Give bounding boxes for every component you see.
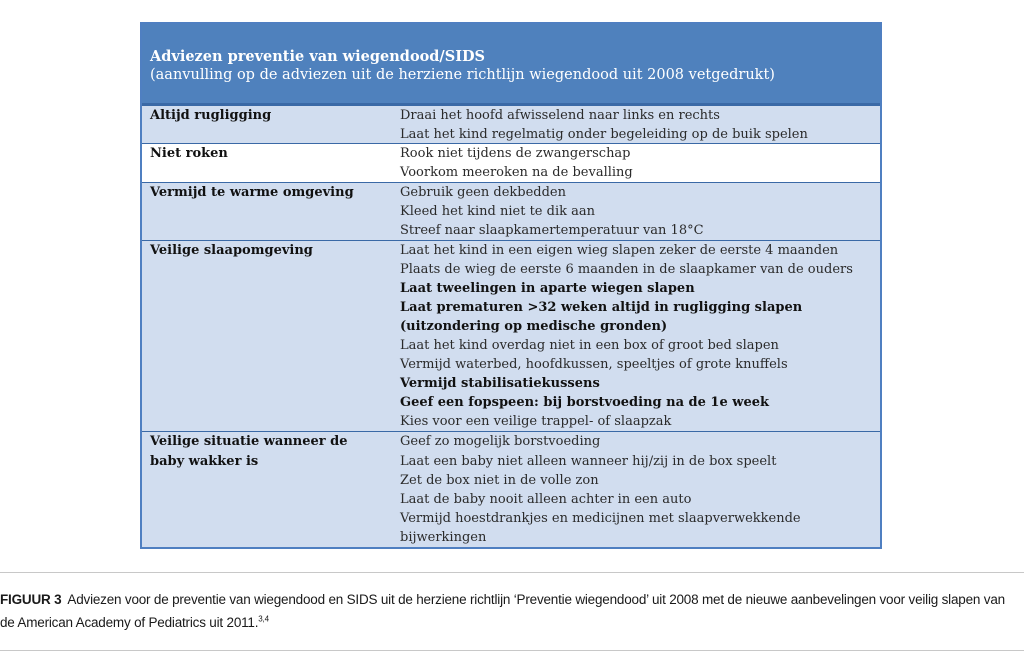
table-row [142, 240, 880, 432]
row-category: Altijd rugligging [150, 107, 272, 123]
row-item: Geef een fopspeen: bij borstvoeding na de 1e week [400, 395, 770, 411]
row-item: Vermijd stabilisatiekussens [400, 376, 600, 392]
caption-label: FIGUUR 3 [0, 592, 62, 607]
row-category: Niet roken [150, 145, 228, 161]
row-items [392, 241, 880, 432]
table-row [142, 105, 880, 143]
table-row [142, 182, 880, 240]
caption-refs: 3,4 [258, 614, 269, 624]
row-category: Vermijd te warme omgeving [150, 184, 354, 200]
table-row [142, 431, 880, 547]
row-item: Zet de box niet in de volle zon [400, 472, 599, 488]
row-category: Veilige situatie wanneer de baby wakker is [150, 434, 348, 469]
row-item: Gebruik geen dekbedden [400, 184, 566, 200]
table-title: Adviezen preventie van wiegendood/SIDS [150, 48, 486, 65]
table-row [142, 143, 880, 182]
row-item: Plaats de wieg de eerste 6 maanden in de slaapkamer van de ouders [400, 261, 853, 277]
row-item: Laat tweelingen in aparte wiegen slapen [400, 280, 695, 296]
row-item: Laat de baby nooit alleen achter in een auto [400, 491, 692, 507]
figure-caption [0, 588, 1015, 634]
row-items [392, 183, 880, 240]
caption-text: Adviezen voor de preventie van wiegendood en SIDS uit de herziene richtlijn ‘Preventie wiegendood’ uit 2008 met de nieuwe aanbevelingen voor veilig slapen van de American Academy of Pediatrics uit 2011. [0, 592, 1005, 630]
row-items [392, 106, 880, 143]
row-item: Kies voor een veilige trappel- of slaapzak [400, 414, 672, 430]
row-item: Geef zo mogelijk borstvoeding [400, 434, 601, 450]
advice-table [140, 22, 882, 549]
table-subtitle: (aanvulling op de adviezen uit de herziene richtlijn wiegendood uit 2008 vetgedrukt) [150, 67, 775, 83]
row-item: Laat het kind in een eigen wieg slapen zeker de eerste 4 maanden [400, 242, 839, 258]
row-item: Rook niet tijdens de zwangerschap [400, 145, 631, 161]
row-item: Vermijd waterbed, hoofdkussen, speeltjes of grote knuffels [400, 357, 788, 373]
row-item: Streef naar slaapkamertemperatuur van 18°C [400, 222, 704, 238]
row-item: Draai het hoofd afwisselend naar links en rechts [400, 107, 720, 123]
row-item: Kleed het kind niet te dik aan [400, 203, 595, 219]
row-item: Vermijd hoestdrankjes en medicijnen met slaapverwekkende [400, 510, 801, 526]
row-item: (uitzondering op medische gronden) [400, 318, 668, 334]
row-item: Laat een baby niet alleen wanneer hij/zij in de box speelt [400, 453, 777, 469]
table-header [142, 24, 880, 105]
row-items [392, 432, 880, 547]
row-item: Laat het kind overdag niet in een box of groot bed slapen [400, 337, 779, 353]
caption-top-rule [0, 572, 1024, 573]
row-item: Laat het kind regelmatig onder begeleiding op de buik spelen [400, 126, 808, 142]
row-item: bijwerkingen [400, 529, 487, 545]
row-item: Laat prematuren >32 weken altijd in rugligging slapen [400, 299, 803, 315]
caption-bottom-rule [0, 650, 1024, 651]
row-category: Veilige slaapomgeving [150, 242, 313, 258]
row-items [392, 144, 880, 182]
row-item: Voorkom meeroken na de bevalling [400, 164, 633, 180]
